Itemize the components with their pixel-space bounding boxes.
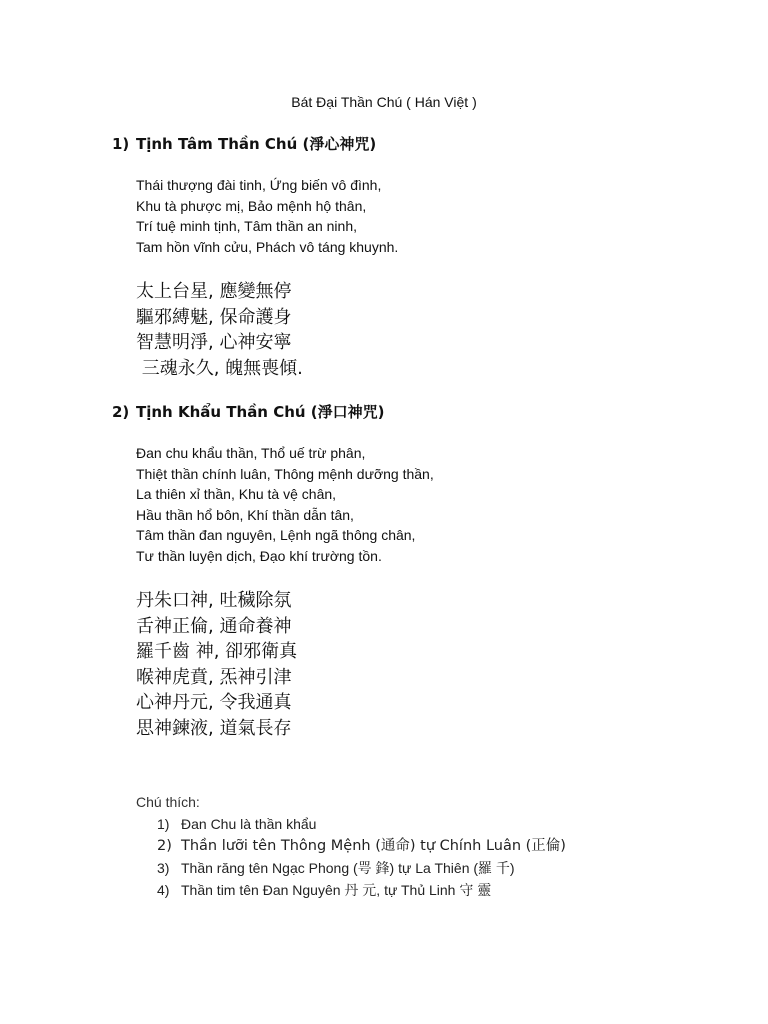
verse-line: Tư thần luyện dịch, Đạo khí trường tồn. bbox=[136, 547, 382, 564]
han-line: 心神丹元, 令我通真 bbox=[136, 692, 292, 713]
han-line: 丹朱口神, 吐穢除氛 bbox=[136, 590, 292, 611]
han-line: 思神鍊液, 道氣長存 bbox=[136, 717, 292, 739]
section-1-verse bbox=[136, 175, 398, 257]
han-line: 驅邪縛魅, 保命護身 bbox=[136, 306, 292, 328]
note-item bbox=[157, 836, 566, 858]
note-item bbox=[157, 880, 566, 902]
verse-line: Tâm thần đan nguyên, Lệnh ngã thông chân, bbox=[136, 527, 416, 543]
section-1-number: 1) bbox=[112, 135, 130, 153]
verse-line: Trí tuệ minh tịnh, Tâm thần an ninh, bbox=[136, 218, 358, 234]
note-item bbox=[157, 814, 566, 836]
section-2-title: Tịnh Khẩu Thần Chú (淨口神咒) bbox=[136, 403, 385, 421]
note-number: 1) bbox=[157, 816, 170, 832]
section-1-heading bbox=[112, 133, 376, 154]
section-1-title: Tịnh Tâm Thần Chú (淨心神咒) bbox=[136, 135, 377, 153]
han-line: 喉神虎賁, 炁神引津 bbox=[136, 666, 292, 688]
note-number: 4) bbox=[157, 882, 170, 898]
section-2-han-verse bbox=[136, 588, 297, 741]
verse-line: Đan chu khẩu thần, Thổ uế trừ phân, bbox=[136, 445, 366, 461]
note-item bbox=[157, 858, 566, 880]
han-line: 智慧明淨, 心神安寧 bbox=[136, 332, 292, 353]
han-line: 三魂永久, 魄無喪傾. bbox=[136, 357, 303, 379]
note-text: Thần răng tên Ngạc Phong (咢 鋒) tự La Thiên (羅 千) bbox=[181, 860, 515, 876]
section-2-heading bbox=[112, 401, 385, 422]
notes-list bbox=[157, 814, 566, 902]
verse-line: Hầu thần hổ bôn, Khí thần dẫn tân, bbox=[136, 506, 354, 523]
han-line: 太上台星, 應變無停 bbox=[136, 281, 292, 302]
notes-title: Chú thích: bbox=[136, 794, 200, 810]
verse-line: Tam hồn vĩnh cửu, Phách vô táng khuynh. bbox=[136, 238, 399, 255]
note-number: 2) bbox=[157, 838, 172, 854]
section-2-verse bbox=[136, 443, 434, 566]
verse-line: Thiệt thần chính luân, Thông mệnh dưỡng thần, bbox=[136, 465, 434, 482]
section-1-han-verse bbox=[136, 279, 303, 381]
section-2-number: 2) bbox=[112, 403, 130, 421]
note-number: 3) bbox=[157, 860, 170, 876]
verse-line: Khu tà phược mị, Bảo mệnh hộ thân, bbox=[136, 197, 367, 214]
note-text: Đan Chu là thần khẩu bbox=[181, 816, 317, 832]
document-title: Bát Đại Thần Chú ( Hán Việt ) bbox=[291, 94, 477, 110]
verse-line: La thiên xỉ thần, Khu tà vệ chân, bbox=[136, 486, 337, 502]
note-text: Thần lưỡi tên Thông Mệnh (通命) tự Chính Luân (正倫) bbox=[181, 838, 566, 854]
verse-line: Thái thượng đài tinh, Ứng biến vô đình, bbox=[136, 177, 382, 193]
han-line: 羅千齒 神, 卻邪衛真 bbox=[136, 641, 298, 662]
han-line: 舌神正倫, 通命養神 bbox=[136, 615, 292, 637]
note-text: Thần tim tên Đan Nguyên 丹 元, tự Thủ Linh 守 靈 bbox=[181, 882, 492, 898]
